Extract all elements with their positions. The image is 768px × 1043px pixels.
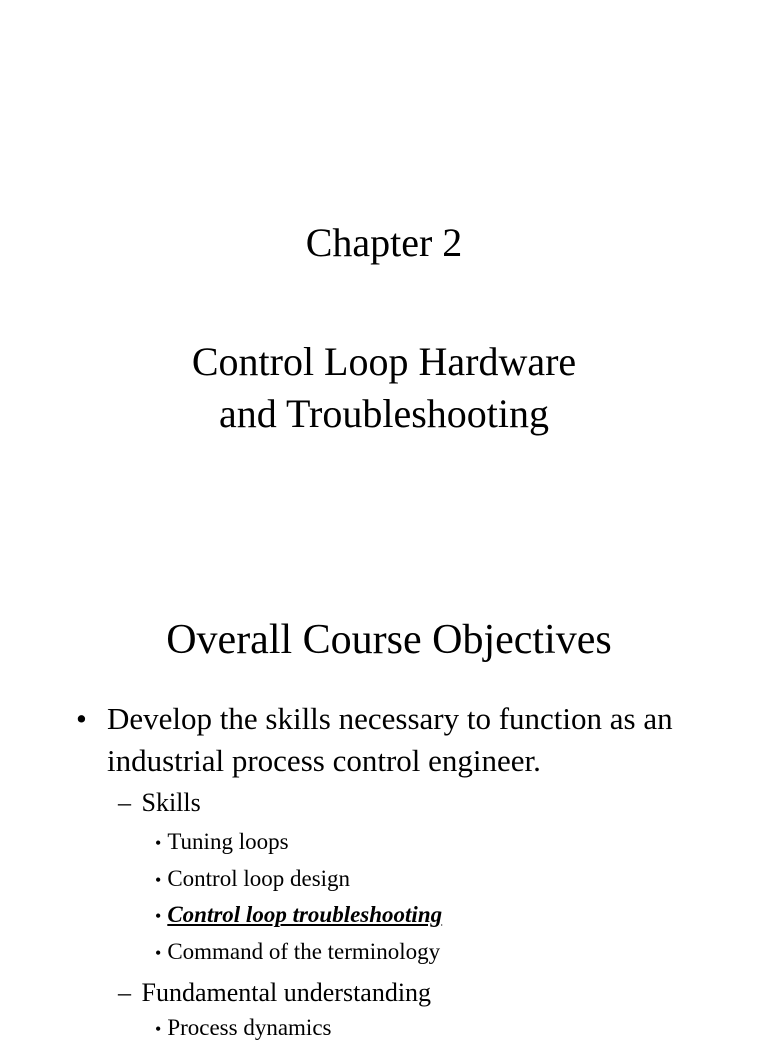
bullet-marker: • <box>155 906 162 926</box>
dash-marker: – <box>118 978 131 1007</box>
sub-bullet-skills <box>118 787 201 819</box>
understanding-item <box>155 1014 331 1043</box>
bullet-marker: • <box>76 701 87 736</box>
skill-item <box>155 901 442 930</box>
slide-title: Overall Course Objectives <box>166 617 612 663</box>
bullet-marker: • <box>155 1019 162 1039</box>
bullet-marker: • <box>155 833 162 853</box>
chapter-subtitle-line-1: Control Loop Hardware <box>191 339 577 384</box>
sub-bullet-label: Fundamental understanding <box>141 978 432 1007</box>
skill-item <box>155 828 289 857</box>
dash-marker: – <box>118 788 131 817</box>
objective-bullet <box>76 698 716 782</box>
skill-item-text-emphasized: Control loop troubleshooting <box>167 902 443 927</box>
skill-item-text: Tuning loops <box>167 829 289 854</box>
skill-item <box>155 865 350 894</box>
objective-text: Develop the skills necessary to function as an industrial process control engineer. <box>107 701 673 778</box>
bullet-marker: • <box>155 943 162 963</box>
skill-item-text: Control loop design <box>167 866 351 891</box>
understanding-item-text: Process dynamics <box>167 1015 332 1040</box>
sub-bullet-label: Skills <box>141 788 201 817</box>
chapter-subtitle <box>0 336 768 440</box>
sub-bullet-fundamental-understanding <box>118 977 431 1009</box>
chapter-heading: Chapter 2 <box>305 220 463 265</box>
slide-course-objectives <box>0 560 768 1040</box>
bullet-marker: • <box>155 870 162 890</box>
skill-item <box>155 938 440 967</box>
chapter-subtitle-line-2: and Troubleshooting <box>218 391 550 436</box>
skill-item-text: Command of the terminology <box>167 939 441 964</box>
